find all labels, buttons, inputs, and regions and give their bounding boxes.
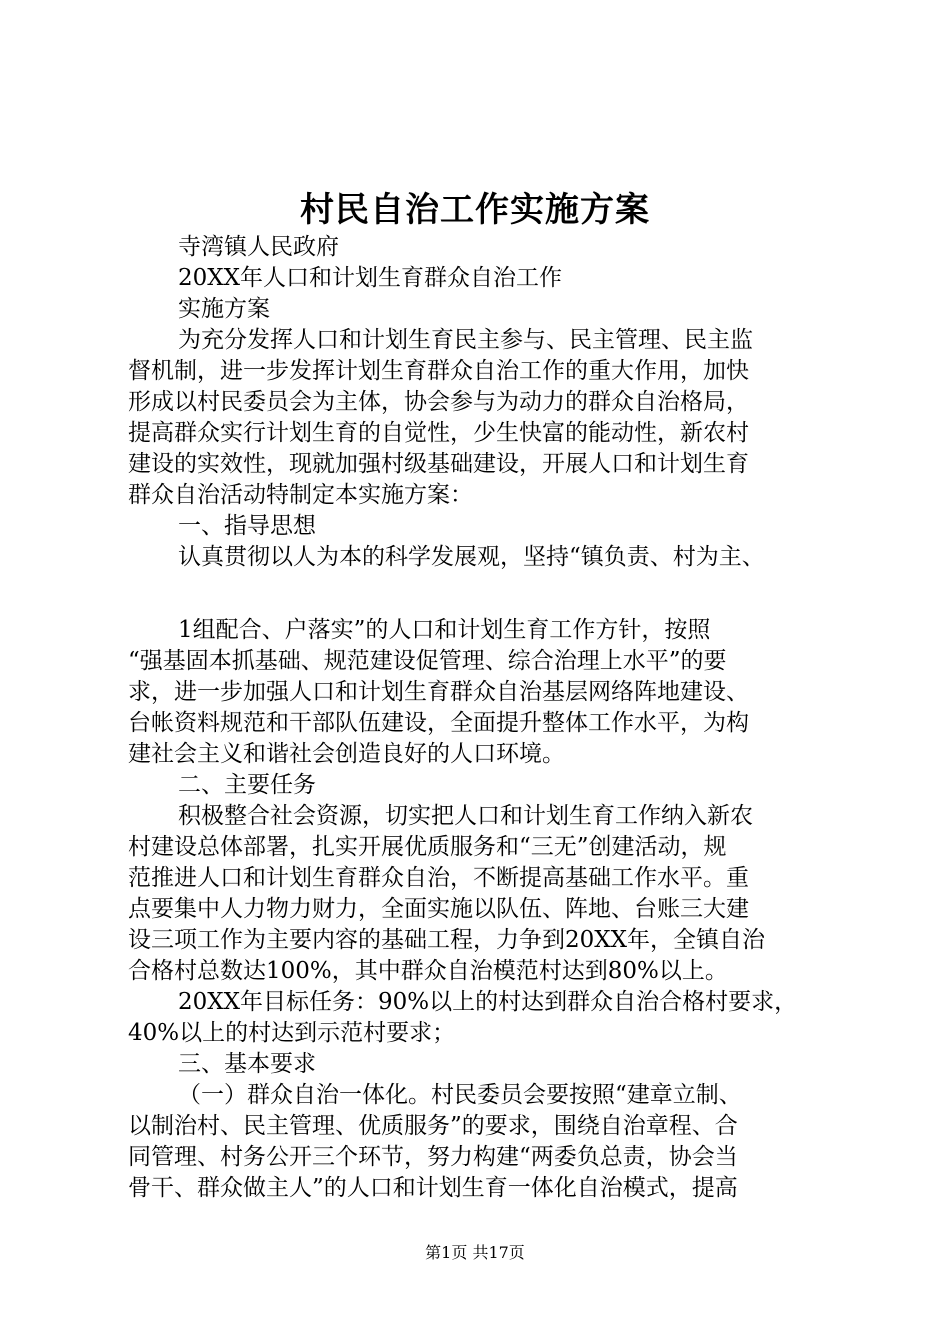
text-line: 建设的实效性，现就加强村级基础建设，开展人口和计划生育 bbox=[128, 451, 749, 477]
text-line: 督机制，进一步发挥计划生育群众自治工作的重大作用，加快 bbox=[128, 358, 749, 384]
document-title: 村民自治工作实施方案 bbox=[300, 190, 650, 230]
document-body bbox=[128, 232, 848, 1204]
text-line: 提高群众实行计划生育的自觉性，少生快富的能动性，新农村 bbox=[128, 420, 749, 446]
text-line: 求，进一步加强人口和计划生育群众自治基层网络阵地建设、 bbox=[128, 679, 749, 705]
section-heading: 二、主要任务 bbox=[178, 772, 316, 798]
text-line: 群众自治活动特制定本实施方案： bbox=[128, 482, 473, 508]
text-line: 寺湾镇人民政府 bbox=[178, 234, 339, 260]
text-line: 形成以村民委员会为主体，协会参与为动力的群众自治格局， bbox=[128, 389, 749, 415]
text-line: 建社会主义和谐社会创造良好的人口环境。 bbox=[128, 741, 565, 767]
text-line: 20XX年人口和计划生育群众自治工作 bbox=[178, 265, 563, 291]
text-line: （一）群众自治一体化。村民委员会要按照“建章立制、 bbox=[178, 1082, 742, 1108]
text-line: 为充分发挥人口和计划生育民主参与、民主管理、民主监 bbox=[178, 327, 753, 353]
text-line: 同管理、村务公开三个环节，努力构建“两委负总责，协会当 bbox=[128, 1144, 738, 1170]
text-line: 20XX年目标任务：90%以上的村达到群众自治合格村要求， bbox=[178, 989, 798, 1015]
section-heading: 一、指导思想 bbox=[178, 513, 316, 539]
text-line: 40%以上的村达到示范村要求； bbox=[128, 1020, 456, 1046]
text-line: 点要集中人力物力财力，全面实施以队伍、阵地、台账三大建 bbox=[128, 896, 749, 922]
text-line: 以制治村、民主管理、优质服务”的要求，围绕自治章程、合 bbox=[128, 1113, 738, 1139]
text-line: 骨干、群众做主人”的人口和计划生育一体化自治模式，提高 bbox=[128, 1175, 738, 1201]
text-line: 认真贯彻以人为本的科学发展观，坚持“镇负责、村为主、 bbox=[178, 544, 765, 570]
text-line: 积极整合社会资源，切实把人口和计划生育工作纳入新农 bbox=[178, 803, 753, 829]
text-line: 范推进人口和计划生育群众自治，不断提高基础工作水平。重 bbox=[128, 865, 749, 891]
text-line: 1组配合、户落实”的人口和计划生育工作方针，按照 bbox=[178, 617, 711, 643]
text-line: 台帐资料规范和干部队伍建设，全面提升整体工作水平，为构 bbox=[128, 710, 749, 736]
page-footer: 第1页 共17页 bbox=[425, 1243, 525, 1262]
text-line: 实施方案 bbox=[178, 296, 270, 322]
text-line: 村建设总体部署，扎实开展优质服务和“三无”创建活动，规 bbox=[128, 834, 727, 860]
text-line: 合格村总数达100%，其中群众自治模范村达到80%以上。 bbox=[128, 958, 728, 984]
page-gap bbox=[128, 573, 848, 615]
section-heading: 三、基本要求 bbox=[178, 1051, 316, 1077]
text-line: “强基固本抓基础、规范建设促管理、综合治理上水平”的要 bbox=[128, 648, 727, 674]
text-line: 设三项工作为主要内容的基础工程，力争到20XX年，全镇自治 bbox=[128, 927, 766, 953]
